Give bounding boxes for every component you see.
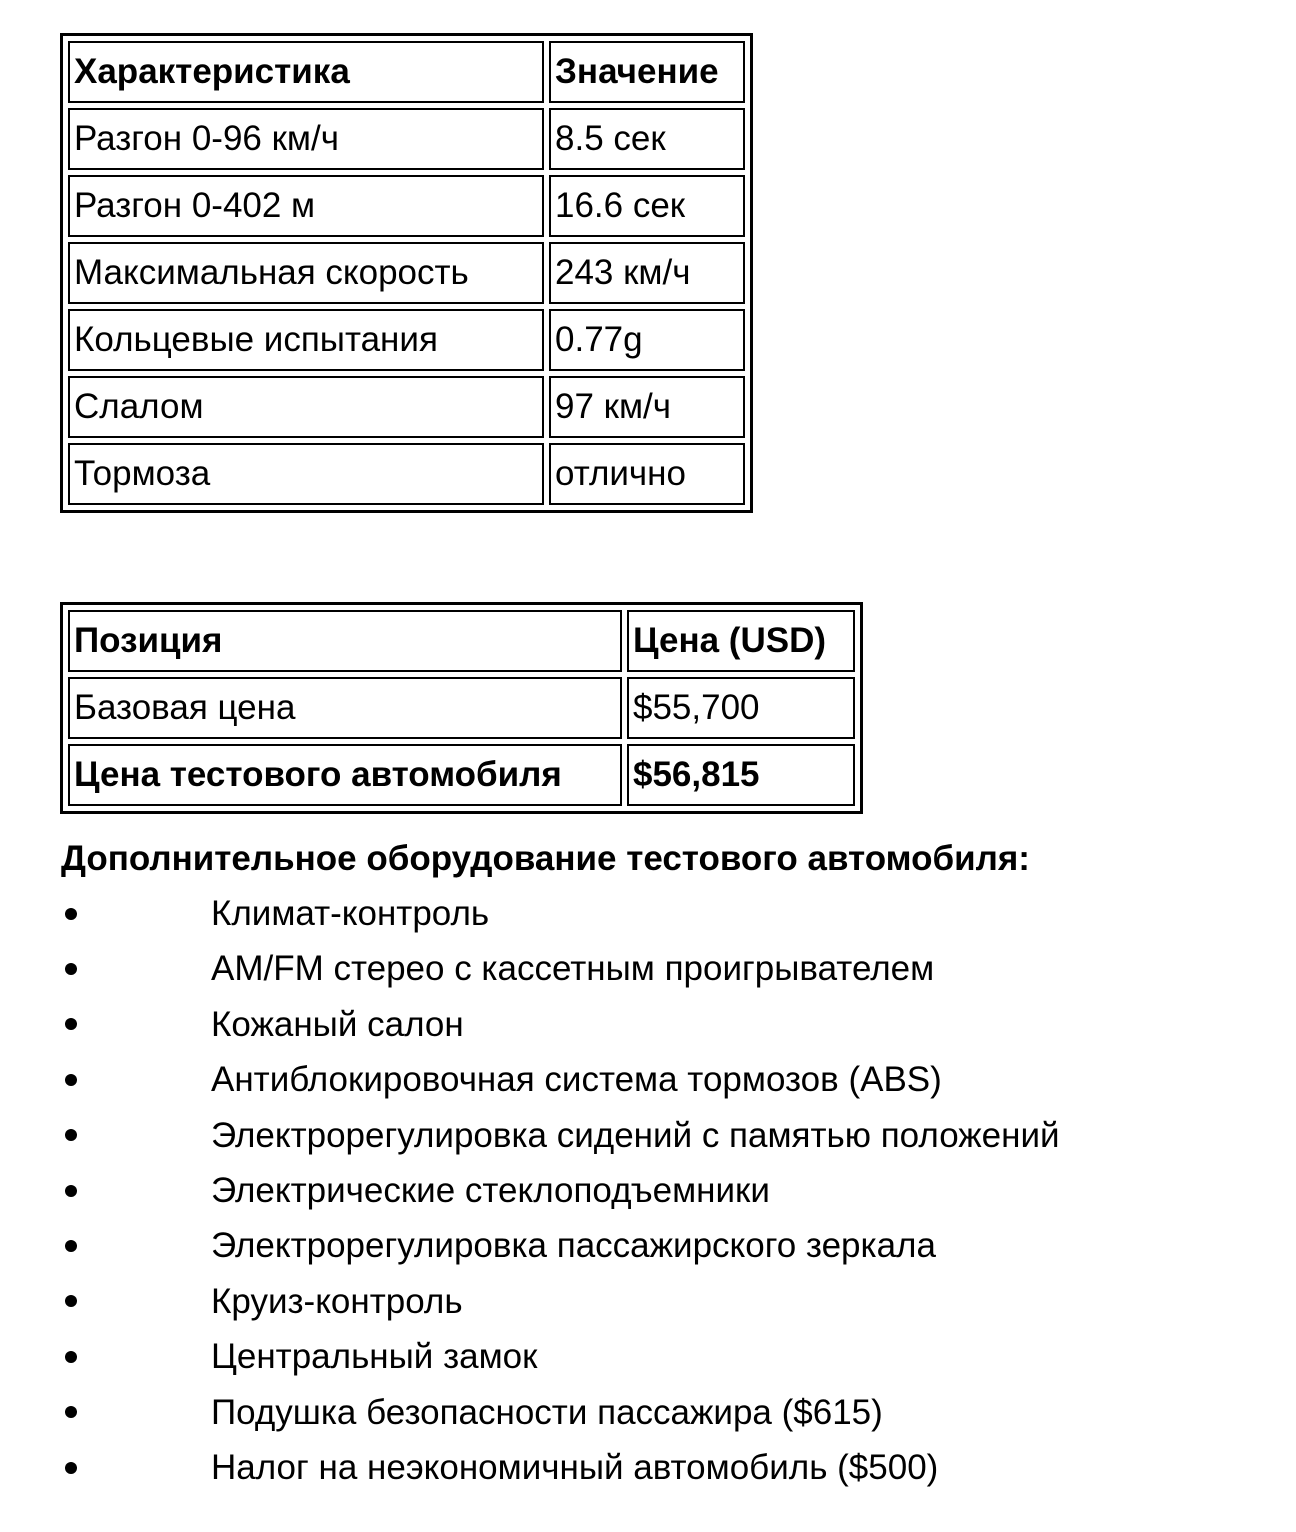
list-item bbox=[61, 1329, 1060, 1384]
table-cell: Базовая цена bbox=[68, 677, 622, 739]
table-cell: Слалом bbox=[68, 376, 544, 438]
list-item bbox=[61, 1052, 1060, 1107]
table-row-total bbox=[68, 744, 855, 806]
table-cell: Разгон 0-96 км/ч bbox=[68, 108, 544, 170]
bullet-icon bbox=[65, 1129, 77, 1141]
bullet-icon bbox=[65, 1462, 77, 1474]
list-item-label: Круиз-контроль bbox=[211, 1281, 463, 1321]
table-cell: 0.77g bbox=[549, 309, 745, 371]
table-header-row bbox=[68, 610, 855, 672]
list-item-label: Электрорегулировка пассажирского зеркала bbox=[211, 1226, 936, 1266]
list-item-label: Климат-контроль bbox=[211, 894, 490, 933]
table-header-cell: Значение bbox=[549, 41, 745, 103]
list-item bbox=[61, 1163, 1060, 1218]
list-item bbox=[61, 1108, 1060, 1163]
list-item-label: Центральный замок bbox=[211, 1337, 538, 1377]
bullet-icon bbox=[65, 1074, 77, 1086]
table-row bbox=[68, 175, 745, 237]
table-cell: Цена тестового автомобиля bbox=[68, 744, 622, 806]
list-item bbox=[61, 1274, 1060, 1329]
table-cell: $55,700 bbox=[627, 677, 855, 739]
table-cell: Разгон 0-402 м bbox=[68, 175, 544, 237]
list-item bbox=[61, 997, 1060, 1052]
table-row bbox=[68, 677, 855, 739]
table-cell: 16.6 сек bbox=[549, 175, 745, 237]
table-cell: 8.5 сек bbox=[549, 108, 745, 170]
bullet-icon bbox=[65, 1295, 77, 1307]
table-row bbox=[68, 242, 745, 304]
bullet-icon bbox=[65, 1351, 77, 1363]
bullet-icon bbox=[65, 908, 77, 920]
list-item-label: AM/FM стерео с кассетным проигрывателем bbox=[211, 949, 935, 989]
list-item bbox=[61, 886, 1060, 941]
list-item-label: Электрические стеклоподъемники bbox=[211, 1170, 770, 1210]
performance-table bbox=[61, 34, 752, 512]
bullet-icon bbox=[65, 1185, 77, 1197]
list-item-label: Подушка безопасности пассажира ($615) bbox=[211, 1392, 883, 1432]
table-row bbox=[68, 108, 745, 170]
table-header-cell: Цена (USD) bbox=[627, 610, 855, 672]
bullet-icon bbox=[65, 963, 77, 975]
bullet-icon bbox=[65, 1240, 77, 1252]
table-header-row bbox=[68, 41, 745, 103]
list-item bbox=[61, 1218, 1060, 1273]
table-cell: $56,815 bbox=[627, 744, 855, 806]
table-row bbox=[68, 443, 745, 505]
options-list bbox=[61, 886, 1060, 1495]
list-item-label: Электрорегулировка сидений с памятью положений bbox=[211, 1115, 1060, 1155]
options-heading: Дополнительное оборудование тестового автомобиля: bbox=[61, 839, 1030, 878]
list-item-label: Антиблокировочная система тормозов (ABS) bbox=[211, 1060, 942, 1100]
table-cell: отлично bbox=[549, 443, 745, 505]
table-cell: Кольцевые испытания bbox=[68, 309, 544, 371]
bullet-icon bbox=[65, 1406, 77, 1418]
table-cell: Максимальная скорость bbox=[68, 242, 544, 304]
bullet-icon bbox=[65, 1018, 77, 1030]
table-header-cell: Позиция bbox=[68, 610, 622, 672]
list-item-label: Кожаный салон bbox=[211, 1004, 464, 1044]
table-cell: Тормоза bbox=[68, 443, 544, 505]
list-item bbox=[61, 941, 1060, 996]
table-cell: 97 км/ч bbox=[549, 376, 745, 438]
table-header-cell: Характеристика bbox=[68, 41, 544, 103]
price-table bbox=[61, 603, 862, 813]
list-item-label: Налог на неэкономичный автомобиль ($500) bbox=[211, 1447, 939, 1487]
list-item bbox=[61, 1440, 1060, 1495]
list-item bbox=[61, 1385, 1060, 1440]
table-row bbox=[68, 309, 745, 371]
table-row bbox=[68, 376, 745, 438]
table-cell: 243 км/ч bbox=[549, 242, 745, 304]
